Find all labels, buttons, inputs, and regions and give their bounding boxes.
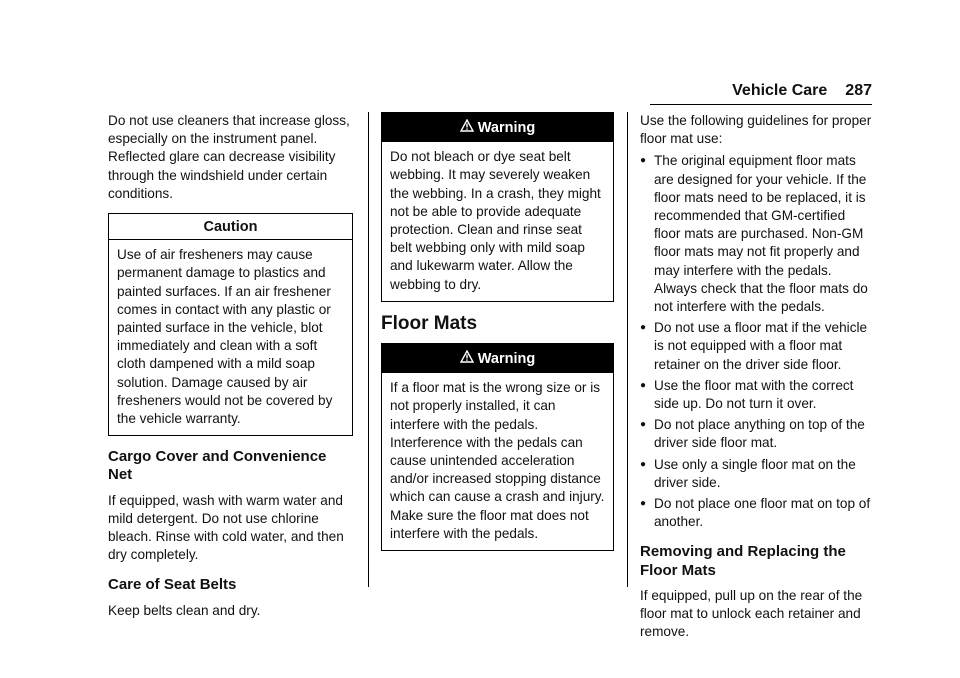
- page-header: [732, 82, 872, 100]
- column-divider: [368, 112, 369, 587]
- list-item-text: Use only a single floor mat on the driver side.: [654, 456, 856, 490]
- list-item: [640, 416, 875, 452]
- removing-heading: Removing and Replacing the Floor Mats: [640, 543, 846, 579]
- seat-belts-paragraph: Keep belts clean and dry.: [108, 602, 261, 618]
- warning-box-floor-mats: [381, 343, 614, 551]
- bullet-icon: ●: [640, 419, 647, 431]
- warning-header: [382, 113, 613, 142]
- column-3: [640, 112, 875, 641]
- seat-belts-heading: Care of Seat Belts: [108, 576, 237, 594]
- warning-title: Warning: [477, 120, 536, 136]
- list-item: [640, 377, 875, 413]
- column-2: [381, 112, 614, 551]
- bullet-icon: ●: [640, 498, 647, 510]
- header-rule: [650, 104, 872, 105]
- guidelines-intro: Use the following guidelines for proper floor mat use:: [640, 113, 872, 147]
- bullet-icon: ●: [640, 155, 647, 167]
- removing-paragraph: If equipped, pull up on the rear of the floor mat to unlock each retainer and remove.: [640, 587, 863, 640]
- caution-box: [108, 213, 353, 436]
- list-item-text: Do not place one floor mat on top of another.: [654, 496, 871, 530]
- list-item: [640, 456, 875, 492]
- list-item: [640, 152, 875, 316]
- warning-icon: [460, 119, 474, 137]
- list-item-text: Use the floor mat with the correct side up. Do not turn it over.: [654, 377, 854, 412]
- warning-box-seat-belts: [381, 112, 614, 302]
- section-title: Vehicle Care: [732, 82, 828, 99]
- intro-paragraph: Do not use cleaners that increase gloss, especially on the instrument panel. Reflected glare can decrease visibility through the windshield under certain conditions.: [108, 113, 350, 201]
- list-item-text: The original equipment floor mats are designed for your vehicle. If the floor mats need to be replaced, it is recommended that GM-certified floor mats are purchased. Non-GM floor mats may not fit properly and may interfere with the pedals. Always check that the floor mats do not interfere with the pedals.: [654, 153, 868, 315]
- warning-text: If a floor mat is the wrong size or is not properly installed, it can interfere with the pedals. Interference with the pedals can cause unintended acceleration and/or increased stopping distance which can cause a crash and injury. Make sure the floor mat does not interfere with the pedals.: [390, 380, 605, 541]
- caution-title: Caution: [109, 214, 352, 240]
- guidelines-list: [640, 152, 875, 531]
- column-divider: [627, 112, 628, 587]
- warning-text: Do not bleach or dye seat belt webbing. It may severely weaken the webbing. In a crash, they might not be able to provide adequate protection. Clean and rinse seat belt webbing only with mild soap and lukewarm water. Allow the webbing to dry.: [390, 149, 601, 292]
- warning-header: [382, 344, 613, 373]
- list-item: [640, 495, 875, 531]
- column-1: [108, 112, 353, 620]
- floor-mats-heading: Floor Mats: [381, 312, 478, 334]
- bullet-icon: ●: [640, 379, 647, 391]
- list-item-text: Do not use a floor mat if the vehicle is not equipped with a floor mat retainer on the driver side floor.: [654, 320, 868, 372]
- list-item: [640, 319, 875, 374]
- warning-icon: [460, 350, 474, 368]
- warning-title: Warning: [477, 351, 536, 368]
- cargo-paragraph: If equipped, wash with warm water and mild detergent. Do not use chlorine bleach. Rinse with cold water, and then dry completely.: [108, 492, 344, 563]
- caution-text: Use of air fresheners may cause permanent damage to plastics and painted surfaces. If an air freshener comes in contact with any plastic or painted surface in the vehicle, blot immediately and clean with a soft cloth dampened with a mild soap solution. Damage caused by air fresheners would not be covered by the vehicle warranty.: [117, 247, 333, 427]
- page-number: 287: [845, 82, 872, 99]
- list-item-text: Do not place anything on top of the driver side floor mat.: [654, 417, 865, 451]
- cargo-heading: Cargo Cover and Convenience Net: [108, 448, 327, 484]
- bullet-icon: ●: [640, 458, 647, 470]
- bullet-icon: ●: [640, 322, 647, 334]
